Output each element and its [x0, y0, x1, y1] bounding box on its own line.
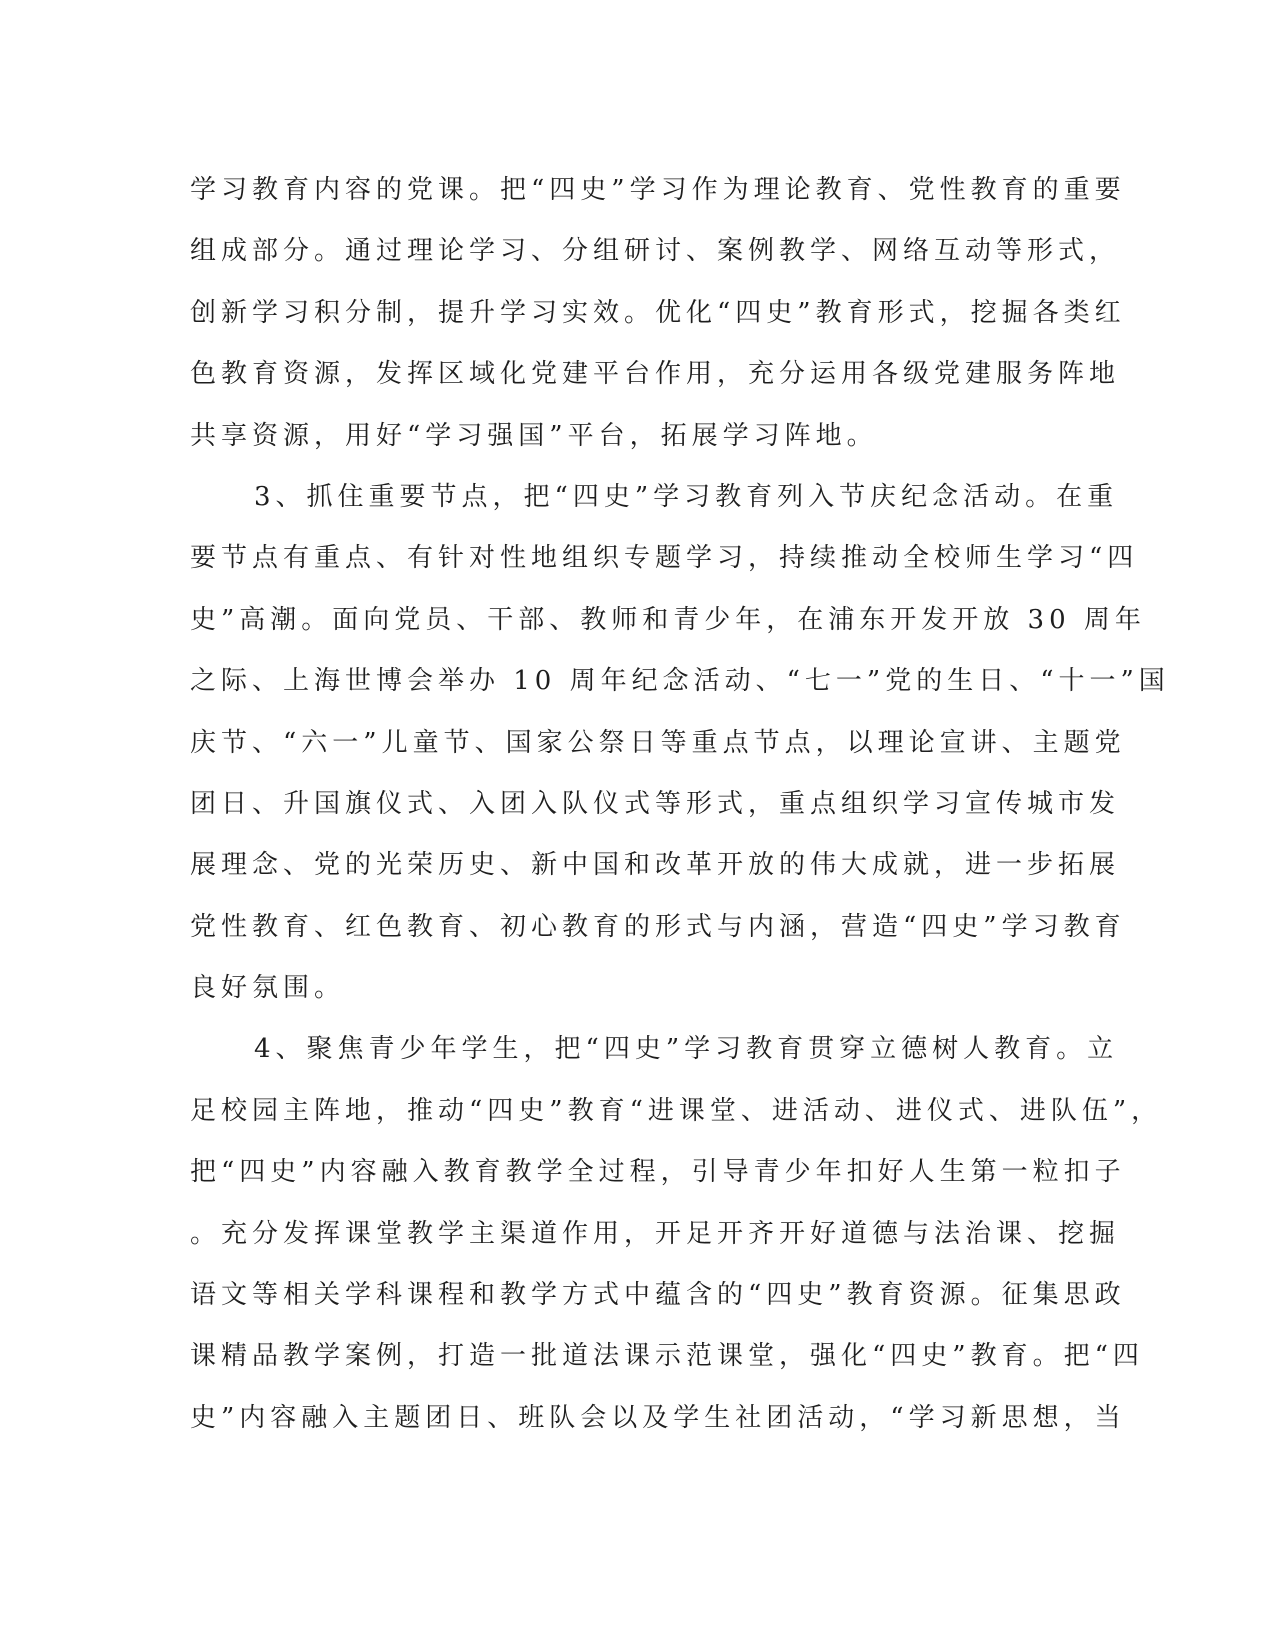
text-line: 庆节、“六一”儿童节、国家公祭日等重点节点，以理论宣讲、主题党 [190, 727, 1126, 758]
text-line: 语文等相关学科课程和教学方式中蕴含的“四史”教育资源。征集思政 [190, 1280, 1126, 1311]
text-line: 课精品教学案例，打造一批道法课示范课堂，强化“四史”教育。把“四 [190, 1341, 1144, 1372]
text-line: 史”高潮。面向党员、干部、教师和青少年，在浦东开发开放 30 周年 [190, 604, 1146, 635]
text-line: 史”内容融入主题团日、班队会以及学生社团活动，“学习新思想，当 [190, 1402, 1126, 1433]
paragraph-item-3 [190, 467, 1170, 1020]
text-line: 团日、升国旗仪式、入团入队仪式等形式，重点组织学习宣传城市发 [190, 788, 1121, 819]
text-line: 学习教育内容的党课。把“四史”学习作为理论教育、党性教育的重要 [190, 175, 1126, 205]
text-line: 要节点有重点、有针对性地组织专题学习，持续推动全校师生学习“四 [190, 543, 1139, 574]
text-line: 把“四史”内容融入教育教学全过程，引导青少年扣好人生第一粒扣子 [190, 1157, 1126, 1188]
text-line: 展理念、党的光荣历史、新中国和改革开放的伟大成就，进一步拓展 [190, 850, 1121, 881]
body-text [190, 160, 1170, 1449]
text-line: 组成部分。通过理论学习、分组研讨、案例教学、网络互动等形式， [190, 236, 1121, 267]
paragraph-item-4 [190, 1019, 1163, 1449]
text-line: 足校园主阵地，推动“四史”教育“进课堂、进活动、进仪式、进队伍”， [190, 1095, 1163, 1126]
text-line: 创新学习积分制，提升学习实效。优化“四史”教育形式，挖掘各类红 [190, 297, 1126, 328]
text-line: 之际、上海世博会举办 10 周年纪念活动、“七一”党的生日、“十一”国 [190, 666, 1170, 697]
text-line: 共享资源，用好“学习强国”平台，拓展学习阵地。 [190, 420, 878, 451]
text-line: 。充分发挥课堂教学主渠道作用，开足开齐开好道德与法治课、挖掘 [190, 1218, 1121, 1249]
text-line: 党性教育、红色教育、初心教育的形式与内涵，营造“四史”学习教育 [190, 911, 1126, 942]
text-line: 良好氛围。 [190, 973, 346, 1004]
text-line: 4、聚焦青少年学生，把“四史”学习教育贯穿立德树人教育。立 [254, 1034, 1119, 1065]
paragraph-continuation [190, 160, 1126, 467]
text-line: 3、抓住重要节点，把“四史”学习教育列入节庆纪念活动。在重 [254, 481, 1119, 512]
text-line: 色教育资源，发挥区域化党建平台作用，充分运用各级党建服务阵地 [190, 359, 1121, 390]
